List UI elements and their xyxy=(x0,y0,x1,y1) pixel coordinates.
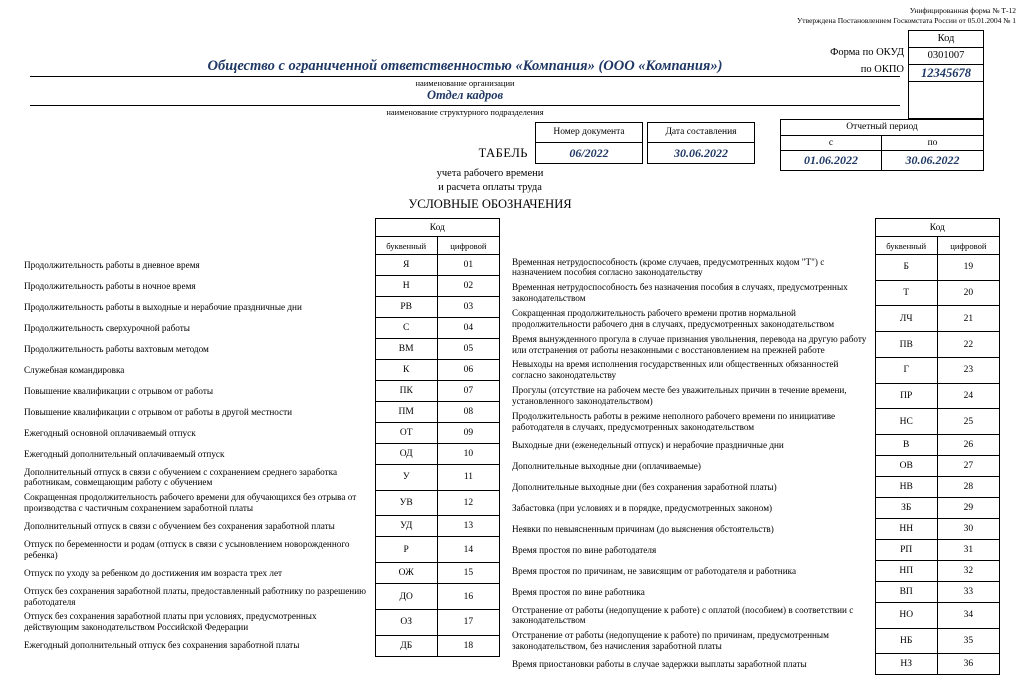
legend-right-subheader-row xyxy=(512,237,1000,255)
form-meta-line-1: Унифицированная форма № Т-12 xyxy=(909,6,1016,15)
legend-row xyxy=(512,255,1000,281)
legend-row-numeric-code: 24 xyxy=(937,383,999,409)
legend-row-numeric-code: 08 xyxy=(437,402,499,423)
legend-row-description: Временная нетрудоспособность без назначения пособия в случаях, предусмотренных законодательством xyxy=(512,282,848,304)
legend-row-description: Сокращенная продолжительность рабочего времени для обучающихся без отрыва от производства с частичным сохранением заработной платы xyxy=(24,492,357,514)
legend-row-numeric-code: 32 xyxy=(937,561,999,582)
legend-row xyxy=(512,383,1000,409)
legend-row xyxy=(24,423,500,444)
reporting-period-box xyxy=(780,119,984,171)
legend-row-numeric-code: 17 xyxy=(437,609,499,635)
legend-row-description: Продолжительность работы вахтовым методом xyxy=(24,343,209,354)
legend-row-numeric-code: 15 xyxy=(437,563,499,584)
legend-row xyxy=(24,563,500,584)
legend-row-alpha-code: РП xyxy=(875,540,937,561)
form-meta-line-2: Утверждена Постановлением Госкомстата России от 05.01.2004 № 1 xyxy=(797,16,1016,26)
legend-row xyxy=(24,276,500,297)
legend-right-header-spacer xyxy=(512,219,875,237)
legend-row-numeric-code: 29 xyxy=(937,498,999,519)
legend-row xyxy=(24,360,500,381)
legend-row xyxy=(512,582,1000,603)
legend-right-table xyxy=(512,218,1000,675)
legend-row-description: Отпуск по беременности и родам (отпуск в связи с усыновлением новорожденного ребенка) xyxy=(24,538,350,560)
legend-row xyxy=(24,490,500,516)
legend-row-alpha-code: ПМ xyxy=(375,402,437,423)
legend-row-description: Отпуск по уходу за ребенком до достижения им возраста трех лет xyxy=(24,567,283,578)
legend-title: УСЛОВНЫЕ ОБОЗНАЧЕНИЯ xyxy=(408,197,572,211)
legend-row-description: Невыходы на время исполнения государственных или общественных обязанностей согласно законодательству xyxy=(512,359,839,381)
legend-right-body xyxy=(512,255,1000,675)
legend-row xyxy=(512,561,1000,582)
legend-row-description: Время простоя по вине работодателя xyxy=(512,544,657,555)
code-box-title: Код xyxy=(909,31,983,48)
document-number-box xyxy=(535,122,643,164)
legend-row-description: Прогулы (отсутствие на рабочем месте без уважительных причин в течение времени, установленного законодательством) xyxy=(512,385,847,406)
legend-row xyxy=(24,339,500,360)
legend-row-numeric-code: 14 xyxy=(437,537,499,563)
legend-row-numeric-code: 34 xyxy=(937,603,999,629)
legend-row-numeric-code: 12 xyxy=(437,490,499,516)
legend-row-description: Забастовка (при условиях и в порядке, предусмотренных законом) xyxy=(512,502,773,513)
legend-row xyxy=(512,654,1000,675)
code-box-empty-cell[interactable] xyxy=(909,82,983,119)
legend-row-description: Время приостановки работы в случае задержки выплаты заработной платы xyxy=(512,659,807,670)
legend-row xyxy=(24,255,500,276)
legend-left-header-spacer xyxy=(24,219,375,237)
legend-row xyxy=(512,540,1000,561)
legend-row-alpha-code: ПК xyxy=(375,381,437,402)
legend-row-alpha-code: НБ xyxy=(875,628,937,654)
legend-row-description: Дополнительный отпуск в связи с обучением без сохранения заработной платы xyxy=(24,521,335,531)
legend-row-description: Продолжительность работы в режиме неполного рабочего времени по инициативе работодателя в случаях, предусмотренных законодательством xyxy=(512,410,836,432)
legend-row-alpha-code: Т xyxy=(875,280,937,306)
reporting-period-to xyxy=(882,136,983,170)
page-title: ТАБЕЛЬ xyxy=(478,146,528,160)
okpo-label: по ОКПО xyxy=(860,64,904,75)
legend-row-alpha-code: Б xyxy=(875,255,937,281)
legend-row-alpha-code: НО xyxy=(875,603,937,629)
legend-row-numeric-code: 07 xyxy=(437,381,499,402)
legend-row-numeric-code: 27 xyxy=(937,456,999,477)
legend-row xyxy=(512,477,1000,498)
legend-row xyxy=(512,498,1000,519)
form-meta xyxy=(596,6,1016,26)
legend-row-description: Служебная командировка xyxy=(24,364,125,375)
legend-row-description: Ежегодный дополнительный отпуск без сохранения заработной платы xyxy=(24,640,300,651)
legend-row xyxy=(512,519,1000,540)
legend-row-numeric-code: 21 xyxy=(937,306,999,332)
legend-row-alpha-code: Я xyxy=(375,255,437,276)
legend-right-numeric-header: цифровой xyxy=(937,237,999,255)
legend-row-description: Повышение квалификации с отрывом от работы в другой местности xyxy=(24,406,293,417)
legend-row xyxy=(24,516,500,537)
legend-row-alpha-code: ОЗ xyxy=(375,609,437,635)
legend-row-alpha-code: ВП xyxy=(875,582,937,603)
legend-row-alpha-code: УД xyxy=(375,516,437,537)
department-rule xyxy=(30,105,900,106)
legend-row-alpha-code: ЛЧ xyxy=(875,306,937,332)
legend-row-description: Отпуск без сохранения заработной платы, предоставленный работнику по разрешению работодателя xyxy=(24,585,366,607)
legend-row-alpha-code: ДБ xyxy=(375,635,437,656)
document-number-value[interactable]: 06/2022 xyxy=(569,146,609,160)
legend-row xyxy=(512,628,1000,654)
legend-row-numeric-code: 06 xyxy=(437,360,499,381)
legend-row xyxy=(24,635,500,656)
legend-row-alpha-code: ОД xyxy=(375,444,437,465)
legend-row-description: Ежегодный дополнительный оплачиваемый отпуск xyxy=(24,448,225,459)
document-number-header: Номер документа xyxy=(536,123,642,143)
legend-row-alpha-code: ПР xyxy=(875,383,937,409)
code-box xyxy=(908,30,984,119)
legend-left-body xyxy=(24,255,500,657)
legend-left-code-header: Код xyxy=(375,219,499,237)
legend-row-alpha-code: РВ xyxy=(375,297,437,318)
legend-row xyxy=(24,444,500,465)
document-date-value[interactable]: 30.06.2022 xyxy=(674,146,728,160)
legend-row-description: Неявки по невыясненным причинам (до выяснения обстоятельств) xyxy=(512,523,774,534)
legend-row-numeric-code: 20 xyxy=(937,280,999,306)
legend-row-numeric-code: 11 xyxy=(437,465,499,491)
legend-row-numeric-code: 36 xyxy=(937,654,999,675)
legend-row-description: Отпуск без сохранения заработной платы при условиях, предусмотренных действующим законодательством Российской Федерации xyxy=(24,611,317,633)
legend-row-alpha-code: ЗБ xyxy=(875,498,937,519)
legend-row-alpha-code: Р xyxy=(375,537,437,563)
legend-row-alpha-code: К xyxy=(375,360,437,381)
legend-row-numeric-code: 25 xyxy=(937,409,999,435)
legend-row-numeric-code: 30 xyxy=(937,519,999,540)
legend-row-numeric-code: 09 xyxy=(437,423,499,444)
legend-row-description: Отстранение от работы (недопущение к работе) с оплатой (пособием) в соответствии с законодательством xyxy=(512,604,854,626)
legend-row-numeric-code: 28 xyxy=(937,477,999,498)
legend-row-alpha-code: С xyxy=(375,318,437,339)
legend-right-alpha-header: буквенный xyxy=(875,237,937,255)
legend-row-alpha-code: В xyxy=(875,435,937,456)
department-caption: наименование структурного подразделения xyxy=(386,107,544,117)
legend-row xyxy=(24,465,500,491)
legend-row-numeric-code: 23 xyxy=(937,357,999,383)
okud-label: Форма по ОКУД xyxy=(830,47,904,58)
legend-row-alpha-code: УВ xyxy=(375,490,437,516)
legend-row-description: Повышение квалификации с отрывом от работы xyxy=(24,385,214,396)
legend-row xyxy=(512,306,1000,332)
legend-left-subheader-row xyxy=(24,237,500,255)
legend-row xyxy=(24,402,500,423)
legend-row-description: Дополнительный отпуск в связи с обучением с сохранением среднего заработка работникам, совмещающим работу с обучением xyxy=(24,466,338,488)
legend-row-description: Время вынужденного прогула в случае признания увольнения, перевода на другую работу или отстранения от работы незаконными с восстановлением на прежней работе xyxy=(512,333,867,355)
department-name[interactable]: Отдел кадров xyxy=(426,88,504,102)
legend-right-code-header: Код xyxy=(875,219,999,237)
legend-row-description: Время простоя по причинам, не зависящим от работодателя и работника xyxy=(512,565,797,576)
organization-name[interactable]: Общество с ограниченной ответственностью «Компания» (ООО «Компания») xyxy=(207,58,723,74)
legend-left-subheader-spacer xyxy=(24,237,375,255)
legend-row-alpha-code: ВМ xyxy=(375,339,437,360)
legend-left-table xyxy=(24,218,500,657)
legend-left-alpha-header: буквенный xyxy=(375,237,437,255)
legend-row-description: Продолжительность сверхурочной работы xyxy=(24,322,190,333)
legend-row-description: Отстранение от работы (недопущение к работе) по причинам, предусмотренным законодательством, без начисления заработной платы xyxy=(512,630,829,652)
legend-row-alpha-code: НП xyxy=(875,561,937,582)
legend-left-numeric-header: цифровой xyxy=(437,237,499,255)
legend-row-alpha-code: НС xyxy=(875,409,937,435)
legend-left-header-row xyxy=(24,219,500,237)
legend-table-right xyxy=(512,218,1000,675)
legend-row xyxy=(512,603,1000,629)
legend-row-alpha-code: У xyxy=(375,465,437,491)
legend-row-alpha-code: НН xyxy=(875,519,937,540)
document-date-header: Дата составления xyxy=(648,123,754,143)
legend-row-description: Дополнительные выходные дни (без сохранения заработной платы) xyxy=(512,481,777,492)
legend-row-numeric-code: 19 xyxy=(937,255,999,281)
legend-row-alpha-code: ОТ xyxy=(375,423,437,444)
legend-row-numeric-code: 04 xyxy=(437,318,499,339)
legend-row-description: Продолжительность работы в дневное время xyxy=(24,259,200,270)
legend-row-description: Временная нетрудоспособность (кроме случаев, предусмотренных кодом "Т") с назначением пособия согласно законодательству xyxy=(512,256,825,278)
legend-row-numeric-code: 33 xyxy=(937,582,999,603)
legend-row-alpha-code: НЗ xyxy=(875,654,937,675)
legend-right-subheader-spacer xyxy=(512,237,875,255)
legend-row-alpha-code: ОВ xyxy=(875,456,937,477)
legend-row xyxy=(512,409,1000,435)
okud-value: 0301007 xyxy=(909,48,983,65)
legend-row-numeric-code: 02 xyxy=(437,276,499,297)
subtitle-line-2: и расчета оплаты труда xyxy=(438,182,542,193)
legend-row-description: Ежегодный основной оплачиваемый отпуск xyxy=(24,427,196,438)
legend-row-alpha-code: ПВ xyxy=(875,332,937,358)
legend-row-numeric-code: 35 xyxy=(937,628,999,654)
document-date-box xyxy=(647,122,755,164)
okpo-value[interactable]: 12345678 xyxy=(909,65,983,82)
legend-row-alpha-code: НВ xyxy=(875,477,937,498)
subtitle-line-1: учета рабочего времени xyxy=(436,168,544,179)
reporting-period-from-label: с xyxy=(781,136,881,151)
legend-row-alpha-code: Г xyxy=(875,357,937,383)
legend-row-numeric-code: 18 xyxy=(437,635,499,656)
legend-row xyxy=(24,609,500,635)
legend-row-description: Выходные дни (еженедельный отпуск) и нерабочие праздничные дни xyxy=(512,439,784,450)
legend-row xyxy=(24,584,500,610)
legend-row-numeric-code: 13 xyxy=(437,516,499,537)
legend-row xyxy=(24,318,500,339)
legend-row-numeric-code: 31 xyxy=(937,540,999,561)
legend-row xyxy=(512,435,1000,456)
legend-row xyxy=(24,537,500,563)
legend-row-numeric-code: 26 xyxy=(937,435,999,456)
legend-row-description: Дополнительные выходные дни (оплачиваемые) xyxy=(512,460,701,471)
legend-row xyxy=(512,280,1000,306)
legend-row xyxy=(512,332,1000,358)
legend-row-alpha-code: Н xyxy=(375,276,437,297)
legend-row xyxy=(512,357,1000,383)
legend-row-numeric-code: 03 xyxy=(437,297,499,318)
organization-rule xyxy=(30,76,900,77)
legend-row-numeric-code: 22 xyxy=(937,332,999,358)
legend-right-header-row xyxy=(512,219,1000,237)
legend-row xyxy=(24,381,500,402)
reporting-period-to-label: по xyxy=(882,136,983,151)
legend-row xyxy=(512,456,1000,477)
legend-row-description: Время простоя по вине работника xyxy=(512,586,645,597)
legend-table-left xyxy=(24,218,500,657)
organization-caption: наименование организации xyxy=(415,78,515,88)
legend-row-numeric-code: 05 xyxy=(437,339,499,360)
legend-row-numeric-code: 16 xyxy=(437,584,499,610)
legend-row-description: Продолжительность работы в выходные и нерабочие праздничные дни xyxy=(24,301,302,312)
reporting-period-from xyxy=(781,136,882,170)
legend-row-numeric-code: 10 xyxy=(437,444,499,465)
legend-row-alpha-code: ДО xyxy=(375,584,437,610)
reporting-period-from-value[interactable]: 01.06.2022 xyxy=(804,153,858,167)
legend-row-description: Продолжительность работы в ночное время xyxy=(24,280,196,291)
legend-row-numeric-code: 01 xyxy=(437,255,499,276)
legend-row-alpha-code: ОЖ xyxy=(375,563,437,584)
reporting-period-to-value[interactable]: 30.06.2022 xyxy=(905,153,960,167)
reporting-period-title: Отчетный период xyxy=(781,120,983,136)
legend-row-description: Сокращенная продолжительность рабочего времени против нормальной продолжительности рабочего дня в случаях, предусмотренных законодательством xyxy=(512,307,835,329)
legend-row xyxy=(24,297,500,318)
